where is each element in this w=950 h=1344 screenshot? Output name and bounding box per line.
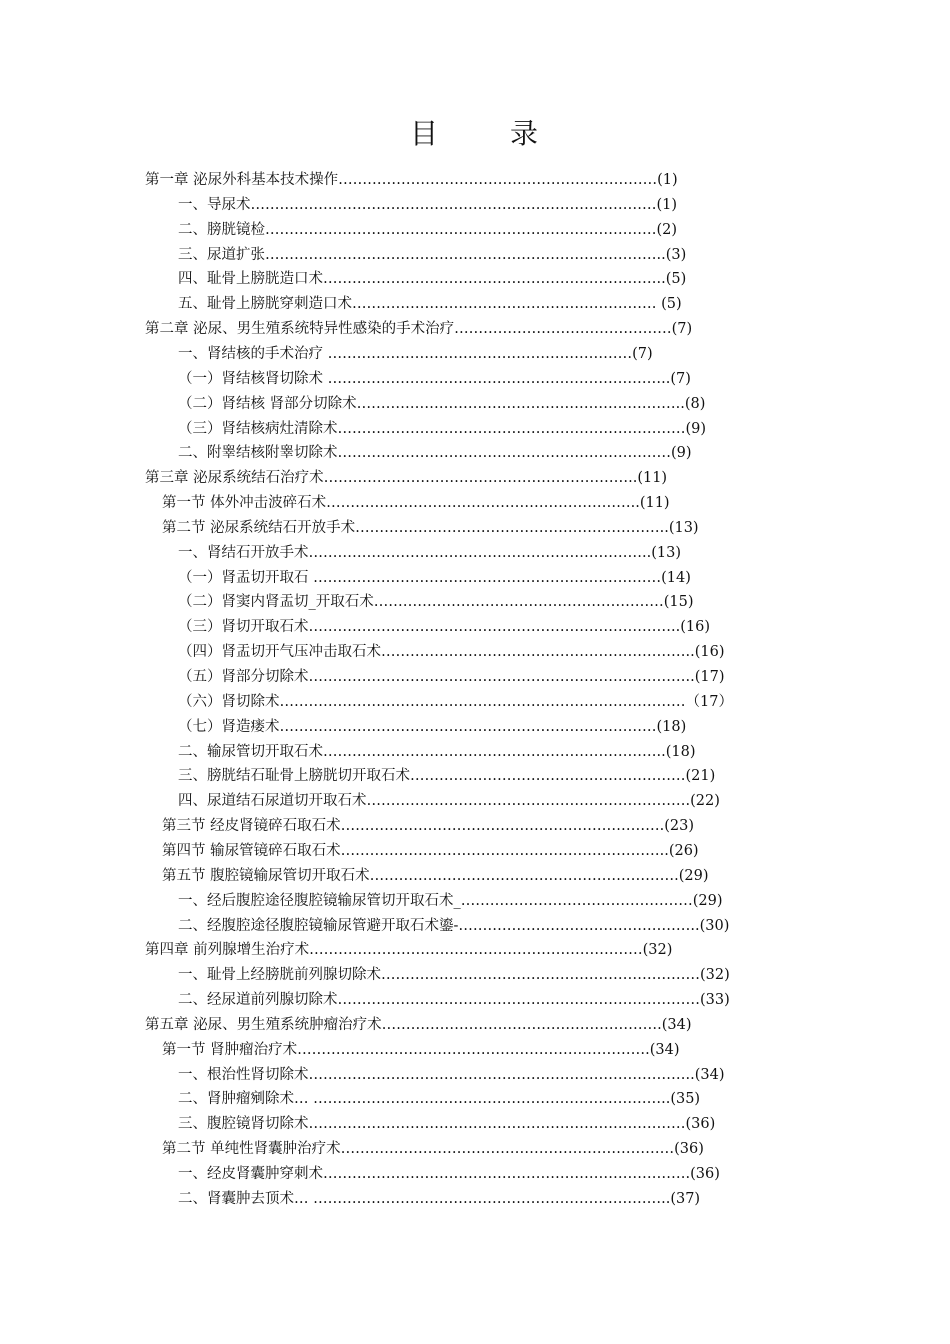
toc-section-entry[interactable]: 第一节 肾肿瘤治疗术……………………………………………………………….(34) <box>162 1041 680 1058</box>
toc-item-entry[interactable]: 一、经后腹腔途径腹腔镜输尿管切开取石术_…………………………………………(29) <box>178 892 723 909</box>
toc-item-entry[interactable]: 二、经腹腔途径腹腔镜输尿管避开取石术鎏-…………………………………………..(30) <box>178 917 730 934</box>
toc-item-entry[interactable]: （七）肾造瘘术……………………………………………………………………(18) <box>178 718 687 735</box>
toc-item-entry[interactable]: 二、肾肿瘤剜除术… ………………………………………………………………..(35) <box>178 1091 701 1108</box>
title-char-2: 录 <box>510 117 541 150</box>
page-title <box>0 112 950 152</box>
toc-section-entry[interactable]: 第一节 体外冲击波碎石术………………………………………………………..(11) <box>162 495 670 512</box>
toc-item-entry[interactable]: （四）肾盂切开气压冲击取石术………………………………………………………..(16) <box>178 644 725 661</box>
toc-chapter-entry[interactable]: 第三章 泌尿系统结石治疗术………………………………………………………..(11) <box>145 470 668 487</box>
toc-item-entry[interactable]: 二、经尿道前列腺切除术…………………………………………………………………(33) <box>178 992 730 1009</box>
toc-section-entry[interactable]: 第三节 经皮肾镜碎石取石术………………………………………………………….(23) <box>162 818 694 835</box>
toc-chapter-entry[interactable]: 第五章 泌尿、男生殖系统肿瘤治疗术………………………………………………….(34) <box>145 1016 692 1033</box>
toc-chapter-entry[interactable]: 第一章 泌尿外科基本技术操作…………………………………………………………(1) <box>145 172 678 188</box>
toc-section-entry[interactable]: 第二节 单纯性肾囊肿治疗术……………………………………………………………(36) <box>162 1141 704 1158</box>
toc-item-entry[interactable]: 一、根治性肾切除术……………………………………………………………………..(34) <box>178 1066 725 1083</box>
toc-section-entry[interactable]: 第四节 输尿管镜碎石取石术…………………………………………………………..(26) <box>162 842 699 859</box>
toc-item-entry[interactable]: （二）肾结核 肾部分切除术…………………………………………………………..(8) <box>178 395 706 412</box>
toc-item-entry[interactable]: 三、膀胱结石耻骨上膀胱切开取石术…………………………………………………(21) <box>178 768 716 785</box>
toc-item-entry[interactable]: 一、耻骨上经膀胱前列腺切除术…………………………………………………………(32) <box>178 967 730 984</box>
toc-section-entry[interactable]: 第二节 泌尿系统结石开放手术………………………………………………………..(13) <box>162 519 699 536</box>
toc-chapter-entry[interactable]: 第二章 泌尿、男生殖系统特异性感染的手术治疗………………………………………(7) <box>145 321 693 338</box>
toc-item-entry[interactable]: （五）肾部分切除术……………………………………………………………………..(17) <box>178 669 725 685</box>
toc-item-entry[interactable]: （三）肾切开取石术…………………………………………………………………..(16) <box>178 619 710 636</box>
toc-item-entry[interactable]: （一）肾结核肾切除术 ……………………………………………………………..(7) <box>178 370 691 387</box>
toc-item-entry[interactable]: 一、经皮肾囊肿穿刺术………………………………………………………………….(36) <box>178 1166 720 1182</box>
toc-item-entry[interactable]: 一、肾结石开放手术……………………………………………………………..(13) <box>178 544 681 561</box>
toc-item-entry[interactable]: 一、肾结核的手术治疗 ………………………………………………………(7) <box>178 345 653 362</box>
toc-item-entry[interactable]: （三）肾结核病灶清除术………………………………………………………………(9) <box>178 420 707 437</box>
toc-chapter-entry[interactable]: 第四章 前列腺增生治疗术……………………………………………………………(32) <box>145 942 673 959</box>
toc-item-entry[interactable]: 二、附睾结核附睾切除术……………………………………………………………(9) <box>178 445 692 462</box>
toc-item-entry[interactable]: 四、耻骨上膀胱造口术……………………………………………………………..(5) <box>178 271 687 288</box>
toc-section-entry[interactable]: 第五节 腹腔镜输尿管切开取石术……………………………………………………….(29) <box>162 867 709 884</box>
toc-item-entry[interactable]: 一、导尿术…………………………………………………………………………(1) <box>178 196 678 213</box>
toc-item-entry[interactable]: 二、膀胱镜检………………………………………………………………………(2) <box>178 221 678 238</box>
toc-item-entry[interactable]: 二、肾囊肿去顶术… ………………………………………………………………..(37) <box>178 1190 701 1207</box>
toc-item-entry[interactable]: 三、腹腔镜肾切除术……………………………………………………………………(36) <box>178 1116 716 1133</box>
toc-item-entry[interactable]: 二、输尿管切开取石术……………………………………………………………..(18) <box>178 743 696 760</box>
toc-item-entry[interactable]: （二）肾窦内肾盂切_开取石术……………………………………………………(15) <box>178 594 694 611</box>
title-char-1: 目 <box>409 117 440 150</box>
toc-item-entry[interactable]: （一）肾盂切开取石 ………………………………………………………………(14) <box>178 569 691 586</box>
toc-item-entry[interactable]: 五、耻骨上膀胱穿刺造口术……………………………………………………… (5) <box>178 296 682 313</box>
toc-item-entry[interactable]: 四、尿道结石尿道切开取石术………………………………………………………….(22) <box>178 793 720 810</box>
toc-item-entry[interactable]: （六）肾切除术…………………………………………………………………………（17） <box>178 693 733 710</box>
toc-item-entry[interactable]: 三、尿道扩张………………………………………………………………………..(3) <box>178 246 687 263</box>
